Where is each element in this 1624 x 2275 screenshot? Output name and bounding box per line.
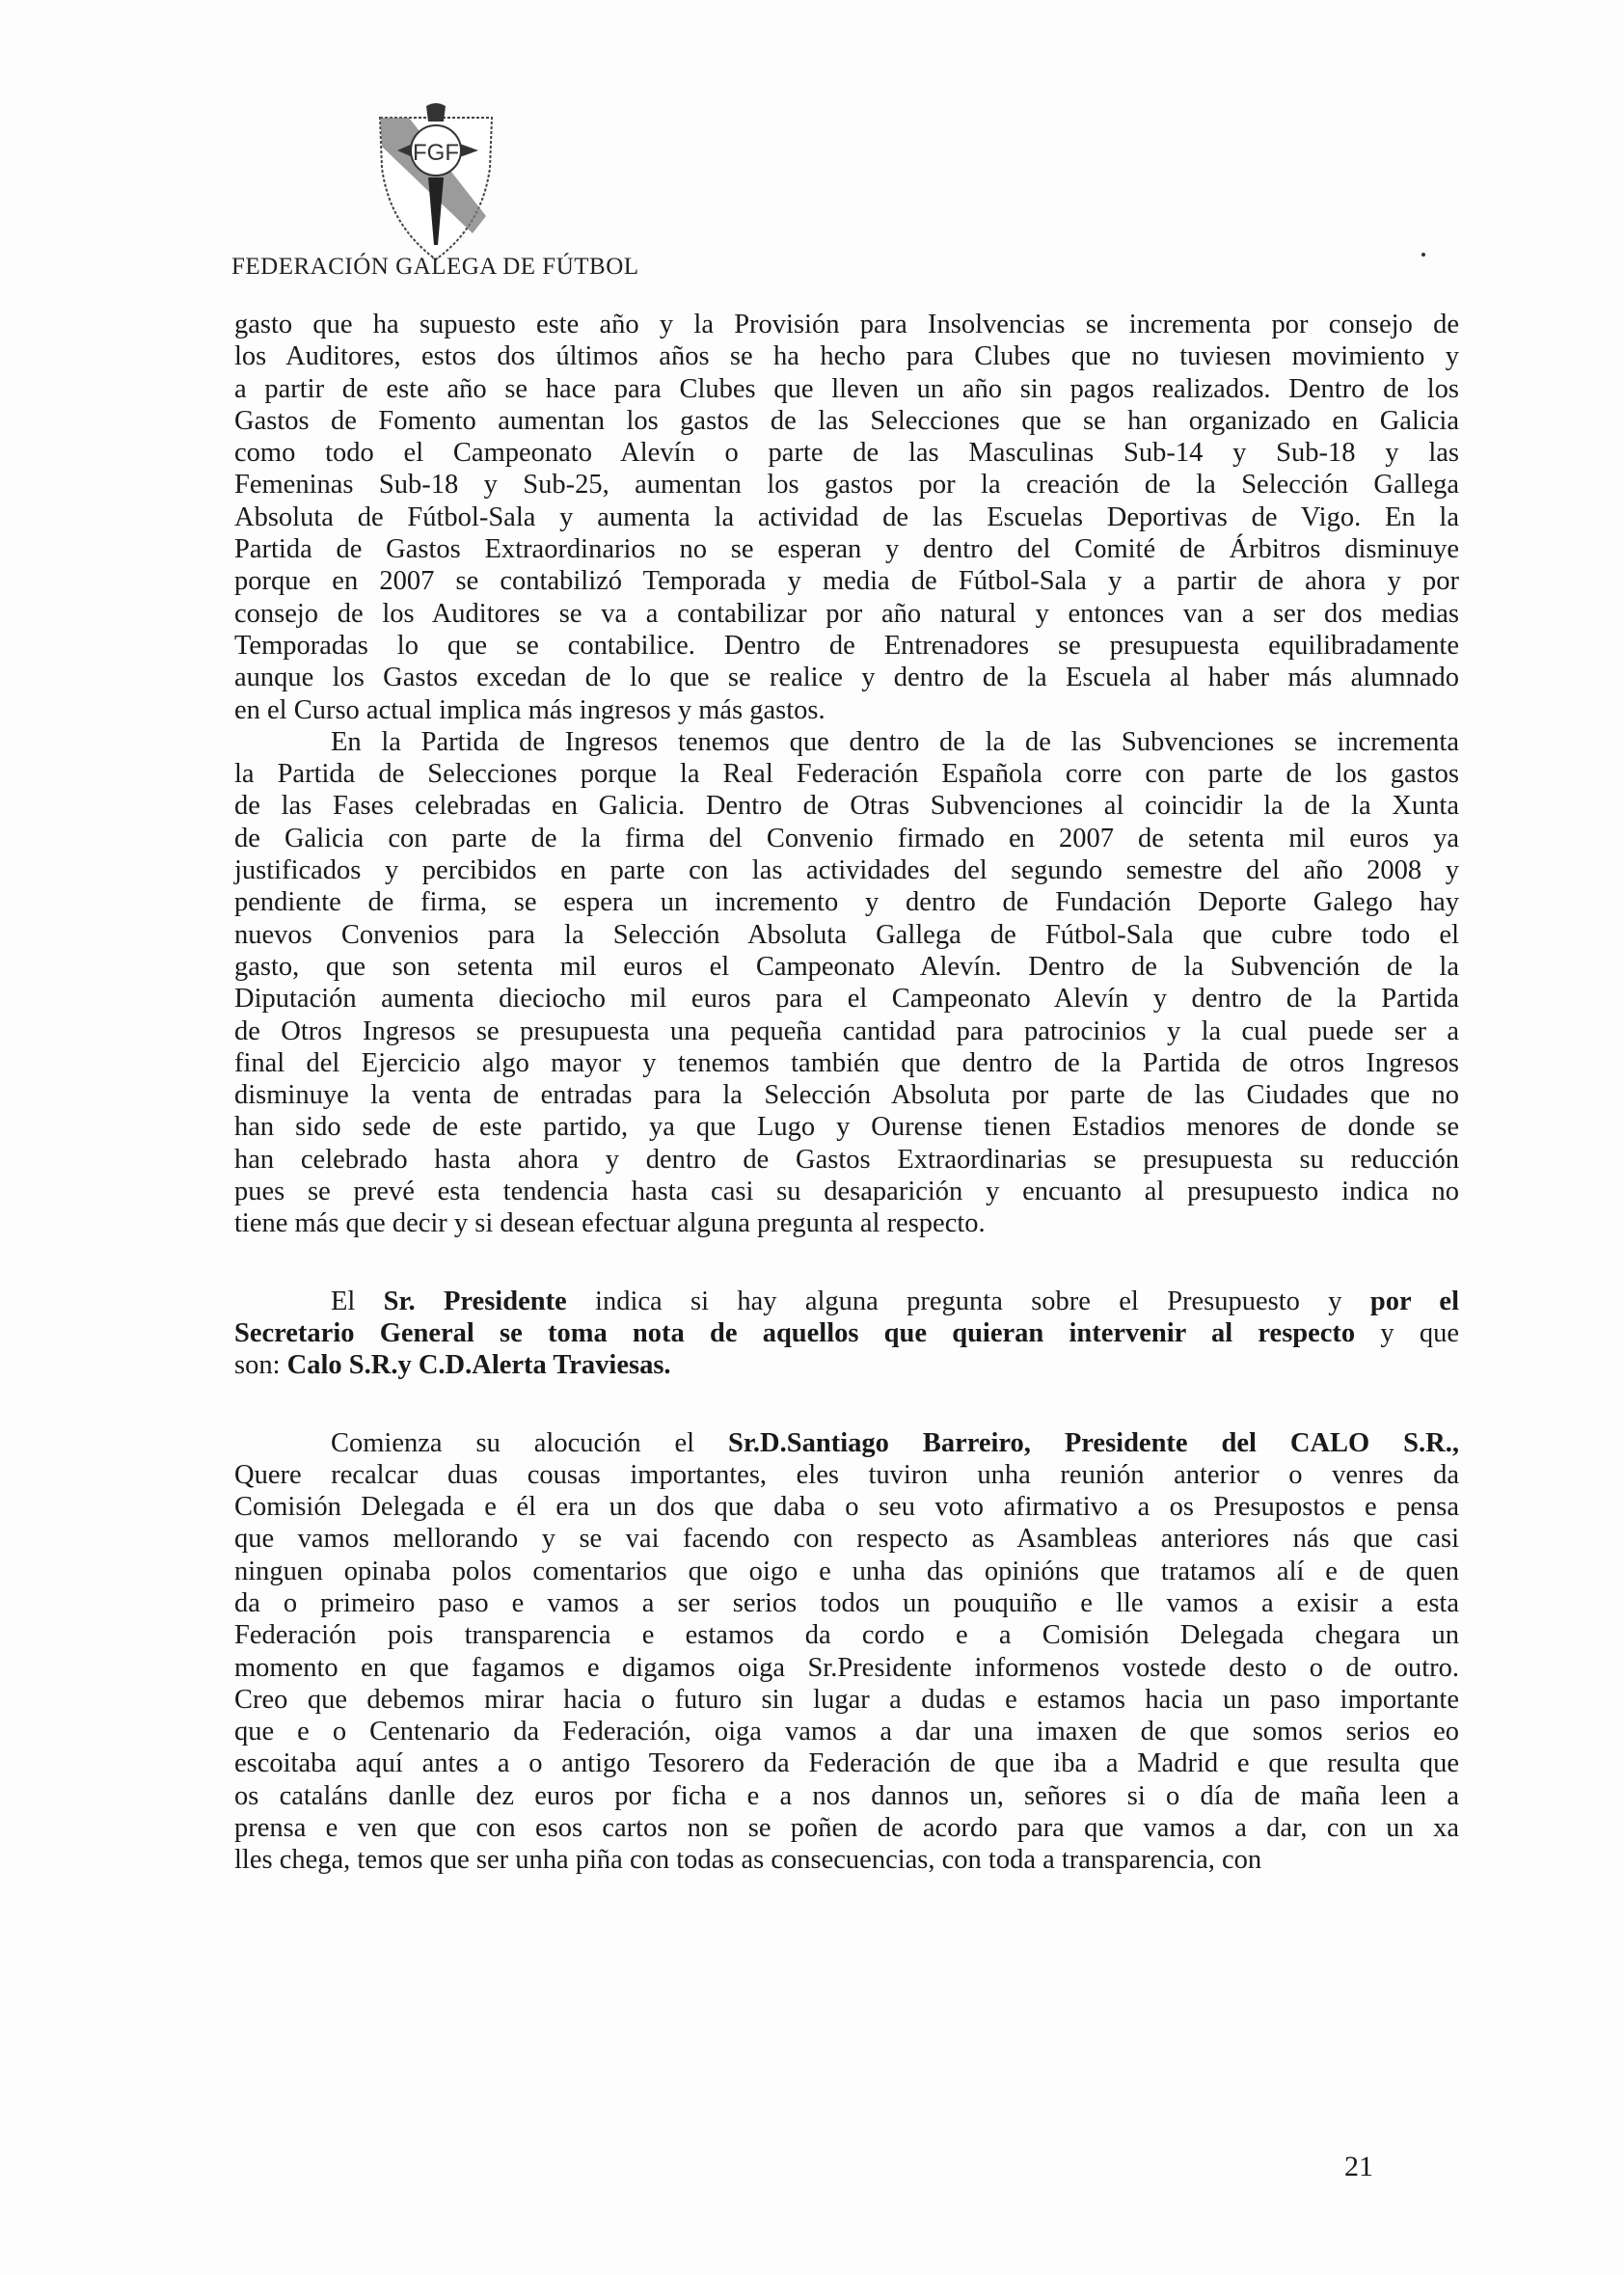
paragraph-gap <box>234 1382 1459 1427</box>
text-line <box>234 1176 1459 1207</box>
text-run: lles chega, temos que ser unha piña con todas as consecuencias, con toda a transparencia, con <box>234 1845 1262 1876</box>
text-run: aunque los Gastos excedan de lo que se realice y dentro de la Escuela al haber más alumnado <box>234 663 1459 693</box>
text-run: Diputación aumenta dieciocho mil euros para el Campeonato Alevín y dentro de la Partida <box>234 984 1459 1015</box>
text-run: prensa e ven que con esos cartos non se poñen de acordo para que vamos a dar, con un xa <box>234 1813 1459 1844</box>
text-run: porque en 2007 se contabilizó Temporada y media de Fútbol-Sala y a partir de ahora y por <box>234 566 1459 597</box>
text-run: Absoluta de Fútbol-Sala y aumenta la actividad de las Escuelas Deportivas de Vigo. En la <box>234 501 1459 532</box>
scan-speck <box>1421 253 1425 257</box>
organization-name: FEDERACIÓN GALEGA DE FÚTBOL <box>231 254 639 280</box>
text-line <box>234 1349 1459 1381</box>
text-line <box>234 1111 1459 1143</box>
text-run: El <box>331 1286 384 1316</box>
paragraph-p1 <box>234 309 1459 726</box>
text-line <box>234 983 1459 1015</box>
text-run: Quere recalcar duas cousas importantes, eles tuviron unha reunión anterior o venres da <box>234 1459 1459 1490</box>
text-run: gasto, que son setenta mil euros el Campeonato Alevín. Dentro de la Subvención de la <box>234 951 1459 982</box>
text-line <box>234 1619 1459 1651</box>
text-run: los Auditores, estos dos últimos años se ha hecho para Clubes que no tuviesen movimiento y <box>234 341 1459 372</box>
text-line <box>234 630 1459 662</box>
text-run: momento en que fagamos e digamos oiga Sr.Presidente informenos vostede desto o de outro. <box>234 1652 1459 1683</box>
text-line <box>234 405 1459 437</box>
text-line <box>234 1523 1459 1555</box>
text-run: final del Ejercicio algo mayor y tenemos también que dentro de la Partida de otros Ingresos <box>234 1047 1459 1078</box>
bold-text: Sr.D.Santiago Barreiro, Presidente del CALO S.R., <box>728 1427 1459 1458</box>
text-run: son: <box>234 1350 287 1381</box>
text-run: da o primeiro paso e vamos a ser serios todos un pouquiño e lle vamos a exisir a esta <box>234 1587 1459 1618</box>
text-line <box>234 1684 1459 1716</box>
text-run: disminuye la venta de entradas para la Selección Absoluta por parte de las Ciudades que no <box>234 1080 1459 1111</box>
text-run: y que <box>1355 1317 1459 1348</box>
crest-letters: FGF <box>413 140 459 166</box>
bold-text: por el <box>1369 1286 1460 1316</box>
text-line <box>234 469 1459 501</box>
text-run: en el Curso actual implica más ingresos y más gastos. <box>234 694 826 725</box>
bold-text: Sr. Presidente <box>383 1286 567 1316</box>
text-run: de Otros Ingresos se presupuesta una pequeña cantidad para patrocinios y la cual puede ser a <box>234 1016 1459 1046</box>
text-line <box>234 437 1459 469</box>
text-line <box>234 1016 1459 1047</box>
text-line <box>234 309 1459 340</box>
text-line <box>234 1556 1459 1587</box>
document-body <box>234 309 1459 1877</box>
text-run: que e o Centenario da Federación, oiga vamos a dar una imaxen de que somos serios eo <box>234 1717 1459 1747</box>
text-line <box>234 373 1459 405</box>
text-run: de las Fases celebradas en Galicia. Dentro de Otras Subvenciones al coincidir la de la Xunta <box>234 791 1459 822</box>
text-run: nuevos Convenios para la Selección Absoluta Gallega de Fútbol-Sala que cubre todo el <box>234 919 1459 950</box>
text-run: que vamos mellorando y se vai facendo con respecto as Asambleas anteriores nás que casi <box>234 1524 1459 1555</box>
text-run: os cataláns danlle dez euros por ficha e a nos dannos un, señores si o día de maña leen a <box>234 1780 1459 1811</box>
text-line <box>234 951 1459 983</box>
paragraph-p2 <box>234 726 1459 1240</box>
text-run: la Partida de Selecciones porque la Real Federación Española corre con parte de los gastos <box>234 759 1459 790</box>
text-line <box>234 533 1459 565</box>
text-run: Femeninas Sub-18 y Sub-25, aumentan los gastos por la creación de la Selección Gallega <box>234 470 1459 501</box>
text-run: Partida de Gastos Extraordinarios no se esperan y dentro del Comité de Árbitros disminuye <box>234 534 1459 565</box>
text-run: Federación pois transparencia e estamos da cordo e a Comisión Delegada chegara un <box>234 1620 1459 1651</box>
text-line <box>234 662 1459 693</box>
text-line <box>234 598 1459 630</box>
text-line <box>234 758 1459 790</box>
text-line <box>234 1144 1459 1176</box>
text-line <box>234 1079 1459 1111</box>
text-line <box>234 1652 1459 1684</box>
text-run: ninguen opinaba polos comentarios que oigo e unha das opinións que tratamos alí e de quen <box>234 1556 1459 1586</box>
text-run: Comisión Delegada e él era un dos que daba o seu voto afirmativo a os Presupostos e pensa <box>234 1492 1459 1523</box>
text-line <box>234 1780 1459 1812</box>
text-line <box>234 1317 1459 1349</box>
text-line <box>234 1747 1459 1779</box>
text-run: justificados y percibidos en parte con las actividades del segundo semestre del año 2008 y <box>234 855 1459 886</box>
text-run: de Galicia con parte de la firma del Convenio firmado en 2007 de setenta mil euros ya <box>234 823 1459 853</box>
text-line <box>234 1812 1459 1844</box>
text-line <box>234 1427 1459 1459</box>
paragraph-p4 <box>234 1427 1459 1877</box>
text-line <box>234 1716 1459 1747</box>
text-line <box>234 1459 1459 1491</box>
paragraph-gap <box>234 1240 1459 1286</box>
fgf-crest-icon <box>359 100 513 264</box>
text-line <box>234 565 1459 597</box>
text-line <box>234 1286 1459 1317</box>
text-line <box>234 340 1459 372</box>
text-line <box>234 501 1459 533</box>
text-run: escoitaba aquí antes a o antigo Tesorero da Federación de que iba a Madrid e que resulta que <box>234 1748 1459 1779</box>
text-line <box>234 1587 1459 1619</box>
text-run: Gastos de Fomento aumentan los gastos de las Selecciones que se han organizado en Galicia <box>234 405 1459 436</box>
text-run: gasto que ha supuesto este año y la Provisión para Insolvencias se incrementa por consejo de <box>234 310 1459 339</box>
paragraph-p3 <box>234 1286 1459 1382</box>
text-line <box>234 886 1459 918</box>
text-line <box>234 1047 1459 1079</box>
text-run: como todo el Campeonato Alevín o parte de las Masculinas Sub-14 y Sub-18 y las <box>234 438 1459 469</box>
text-run: Creo que debemos mirar hacia o futuro sin lugar a dudas e estamos hacia un paso importante <box>234 1684 1459 1715</box>
text-line <box>234 1207 1459 1239</box>
text-line <box>234 854 1459 886</box>
text-run: a partir de este año se hace para Clubes que lleven un año sin pagos realizados. Dentro de los <box>234 373 1459 404</box>
text-run: han sido sede de este partido, ya que Lugo y Ourense tienen Estadios menores de donde se <box>234 1112 1459 1143</box>
text-run: han celebrado hasta ahora y dentro de Gastos Extraordinarias se presupuesta su reducción <box>234 1144 1459 1175</box>
bold-text: Calo S.R.y C.D.Alerta Traviesas. <box>286 1350 671 1381</box>
text-run: Temporadas lo que se contabilice. Dentro de Entrenadores se presupuesta equilibradamente <box>234 630 1459 661</box>
text-run: tiene más que decir y si desean efectuar alguna pregunta al respecto. <box>234 1208 986 1239</box>
text-run: Comienza su alocución el <box>331 1427 729 1458</box>
text-line <box>234 823 1459 854</box>
text-run: consejo de los Auditores se va a contabilizar por año natural y entonces van a ser dos medias <box>234 598 1459 629</box>
text-run: pues se prevé esta tendencia hasta casi su desaparición y encuanto al presupuesto indica no <box>234 1177 1459 1207</box>
text-line <box>234 726 1459 758</box>
text-line <box>234 919 1459 951</box>
page-number: 21 <box>1344 2151 1373 2182</box>
text-line <box>234 1844 1459 1876</box>
text-run: indica si hay alguna pregunta sobre el Presupuesto y <box>566 1286 1370 1316</box>
text-line <box>234 694 1459 726</box>
text-line <box>234 1491 1459 1523</box>
text-run: pendiente de firma, se espera un incremento y dentro de Fundación Deporte Galego hay <box>234 887 1459 918</box>
text-line <box>234 790 1459 822</box>
bold-text: Secretario General se toma nota de aquellos que quieran intervenir al respecto <box>234 1317 1356 1348</box>
text-run: En la Partida de Ingresos tenemos que dentro de la de las Subvenciones se incrementa <box>331 726 1459 757</box>
